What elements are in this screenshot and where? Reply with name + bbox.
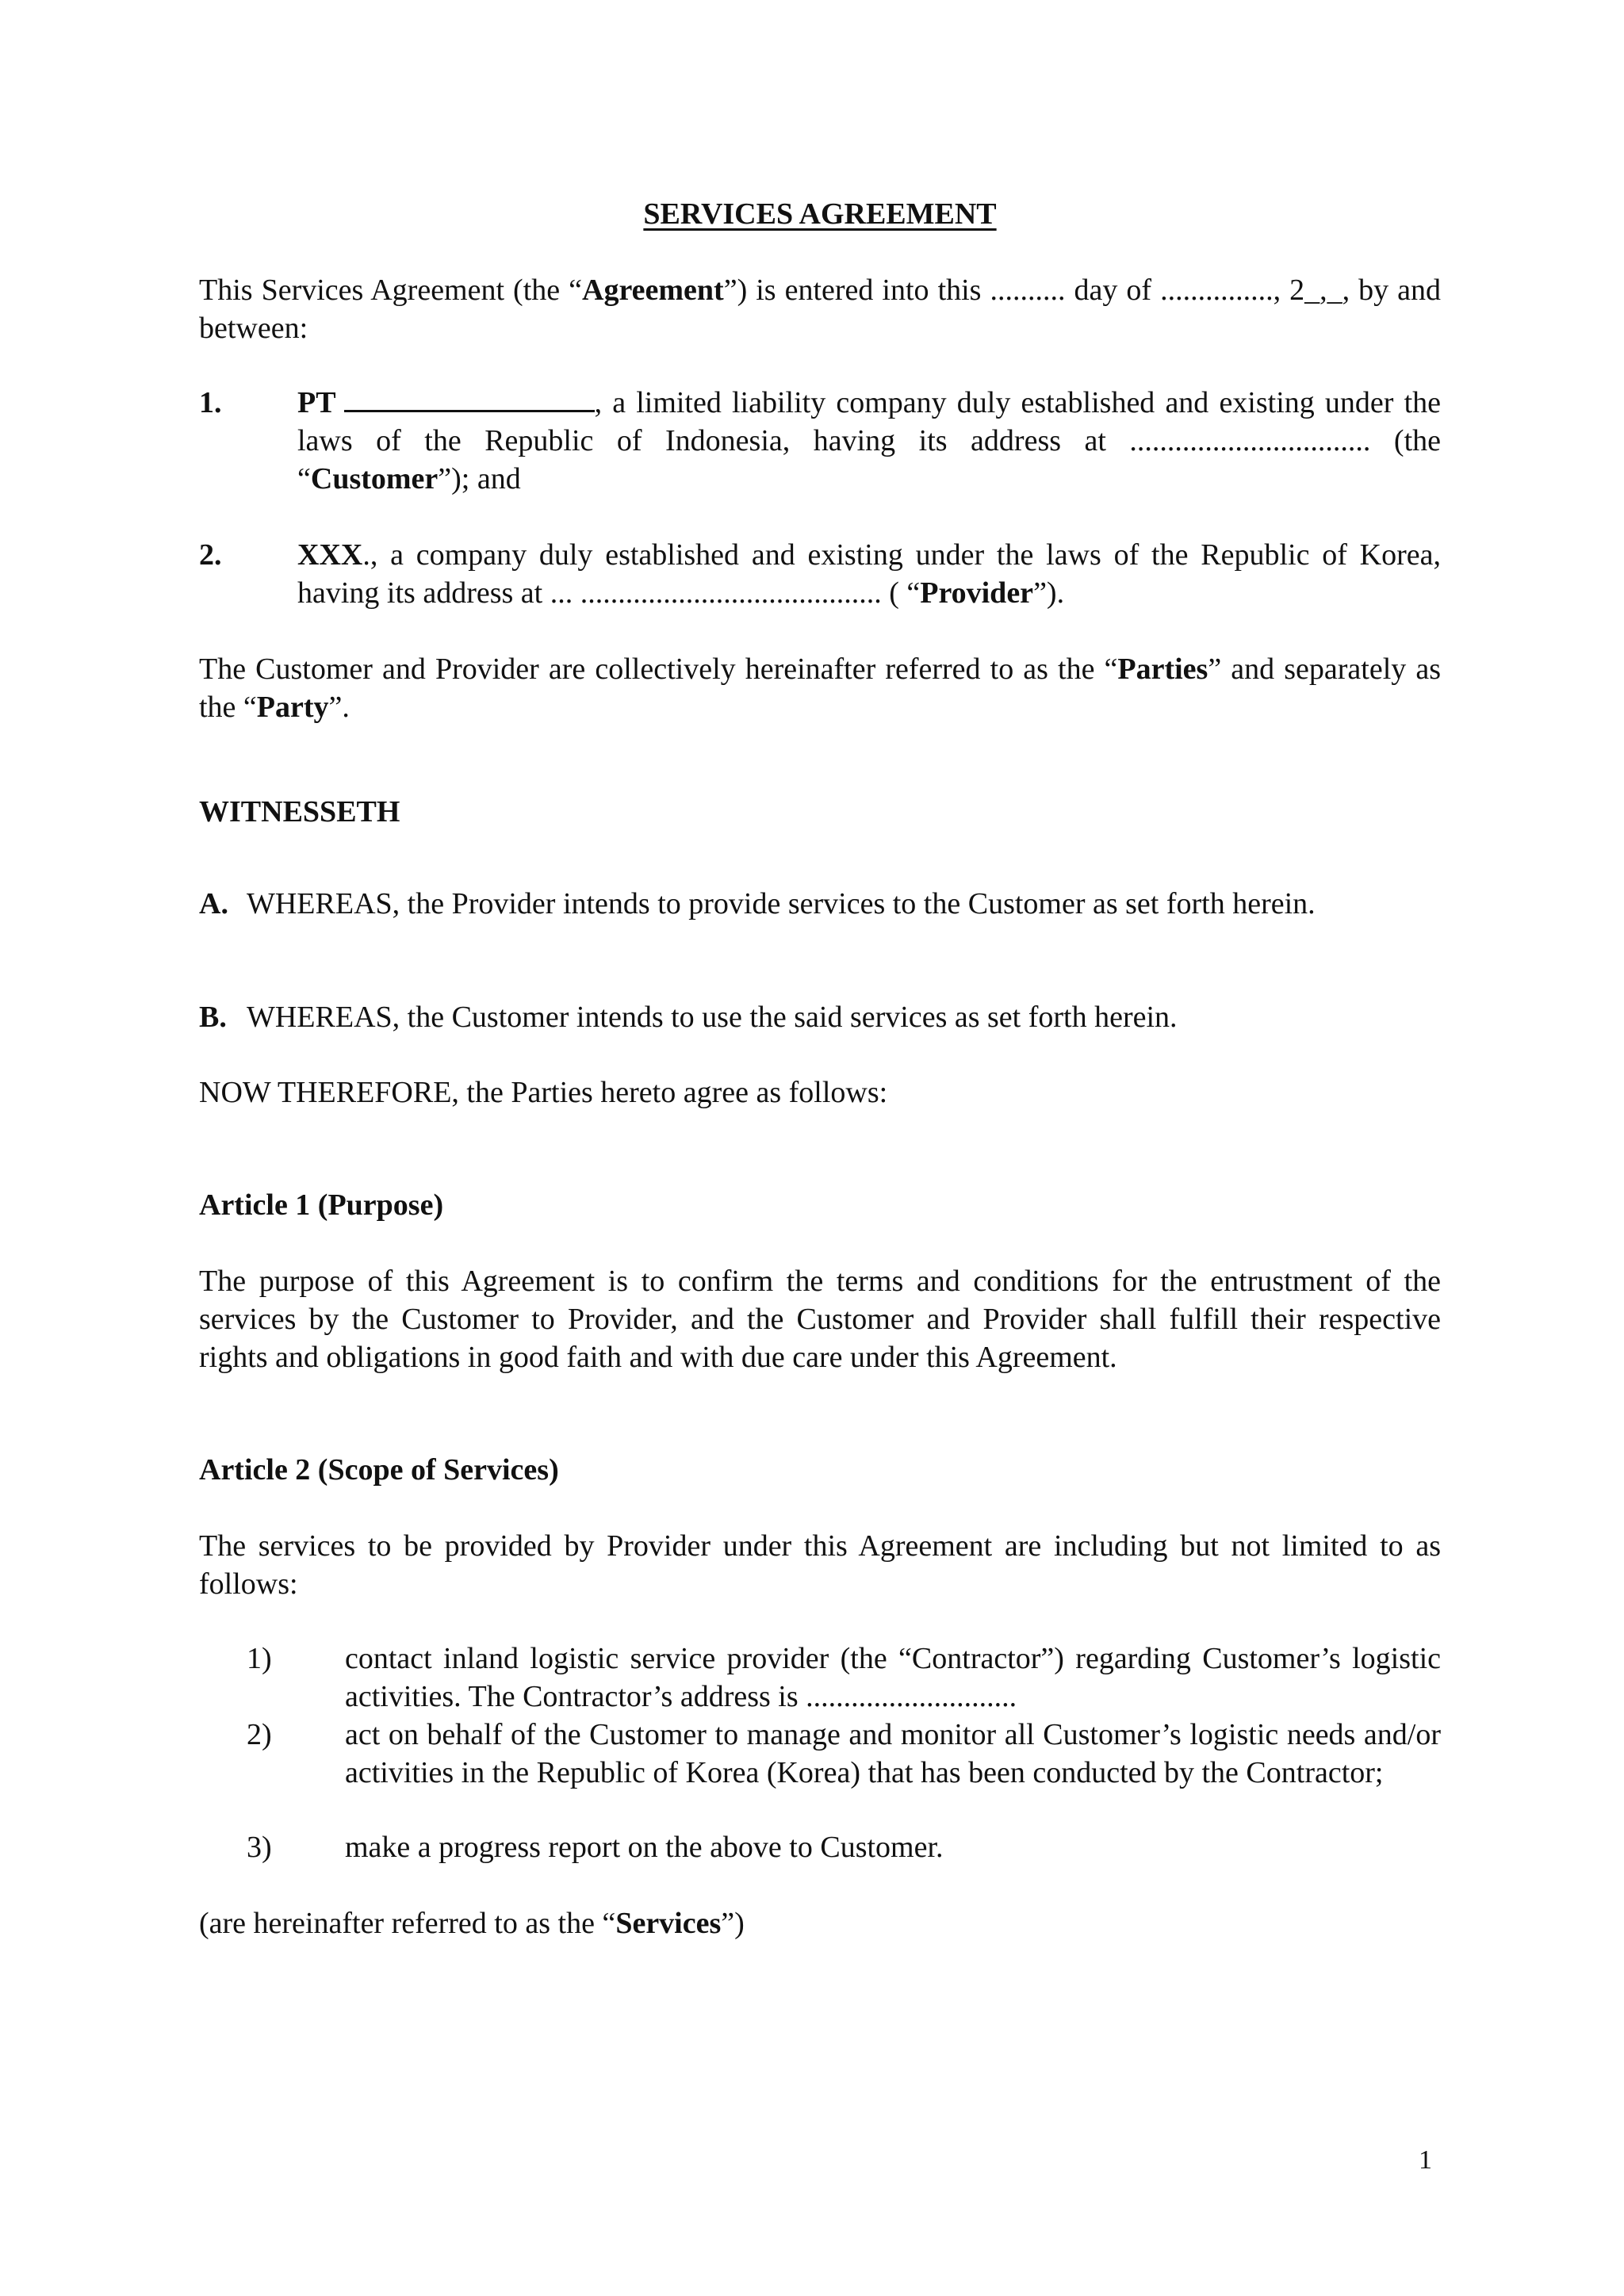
service-item-1	[247, 1640, 1441, 1716]
party-2-number: 2.	[199, 538, 222, 572]
parties-text-2: ” and separately as the “	[199, 652, 1441, 724]
parties-paragraph	[199, 650, 1441, 726]
service-item-1-text: contact inland logistic service provider (the “Contractor”) regarding Customer’s logistic activities. The Contractor’s address is ............................	[345, 1642, 1441, 1713]
whereas-b	[199, 998, 1428, 1036]
service-item-3-number: 3)	[247, 1831, 272, 1864]
intro-paragraph	[199, 271, 1441, 347]
parties-text-1: The Customer and Provider are collectively hereinafter referred to as the “	[199, 652, 1118, 686]
article-1-text: The purpose of this Agreement is to confirm the terms and conditions for the entrustment of the services by the Customer to Provider, and the Customer and Provider shall fulfill their respective rights and obligations in good faith and with due care under this Agreement.	[199, 1265, 1441, 1374]
party-1-desc-end: ”); and	[438, 462, 521, 496]
whereas-a-text: WHEREAS, the Provider intends to provide services to the Customer as set forth herein.	[247, 887, 1316, 920]
article-1-heading: Article 1 (Purpose)	[199, 1188, 444, 1222]
service-item-1-number: 1)	[247, 1642, 272, 1675]
services-definition	[199, 1904, 1441, 1942]
party-1	[199, 384, 1441, 498]
page-number: 1	[1419, 2145, 1432, 2175]
intro-text-end: ”) is entered into this .......... day of ..............., 2_,_, by and between:	[199, 274, 1441, 345]
party-term: Party	[256, 691, 329, 724]
agreement-term: Agreement	[582, 274, 724, 307]
witnesseth-heading: WITNESSETH	[199, 795, 400, 828]
article-2-intro: The services to be provided by Provider under this Agreement are including but not limited to as follows:	[199, 1529, 1441, 1601]
service-item-2-number: 2)	[247, 1718, 272, 1751]
provider-term: Provider	[920, 576, 1034, 610]
intro-text-start: This Services Agreement (the “	[199, 274, 583, 307]
customer-term: Customer	[310, 462, 439, 496]
service-item-3-text: make a progress report on the above to Customer.	[345, 1831, 944, 1864]
party-1-name: PT	[297, 386, 336, 419]
services-term: Services	[615, 1907, 722, 1940]
article-2-heading: Article 2 (Scope of Services)	[199, 1453, 559, 1487]
service-item-3	[247, 1828, 1441, 1866]
party-2	[199, 536, 1441, 612]
party-1-desc: , a limited liability company duly established and existing under the laws of the Republic of Indonesia, having its address at ................................ (the “	[297, 386, 1441, 496]
service-item-2-text: act on behalf of the Customer to manage and monitor all Customer’s logistic needs and/or activities in the Republic of Korea (Korea) that has been conducted by the Contractor;	[345, 1718, 1441, 1789]
party-1-number: 1.	[199, 386, 222, 419]
document-title: SERVICES AGREEMENT	[643, 197, 997, 231]
parties-term: Parties	[1117, 652, 1208, 686]
whereas-b-letter: B.	[199, 1001, 227, 1034]
whereas-a	[199, 885, 1428, 923]
service-item-2	[247, 1716, 1441, 1792]
now-therefore-paragraph: NOW THEREFORE, the Parties hereto agree as follows:	[199, 1076, 888, 1109]
whereas-a-letter: A.	[199, 887, 228, 920]
services-def-text-start: (are hereinafter referred to as the “	[199, 1907, 616, 1940]
party-1-text	[297, 384, 1441, 498]
party-2-text	[297, 536, 1441, 612]
whereas-b-text: WHEREAS, the Customer intends to use the said services as set forth herein.	[247, 1001, 1178, 1034]
services-def-text-end: ”)	[721, 1907, 745, 1940]
party-2-desc: ., a company duly established and existing under the laws of the Republic of Korea, having its address at ... ........................................ ( “	[297, 538, 1441, 610]
party-2-desc-end: ”).	[1033, 576, 1065, 610]
party-1-name-blank	[344, 386, 595, 412]
party-2-name: XXX	[297, 538, 363, 572]
parties-text-3: ”.	[328, 691, 350, 724]
